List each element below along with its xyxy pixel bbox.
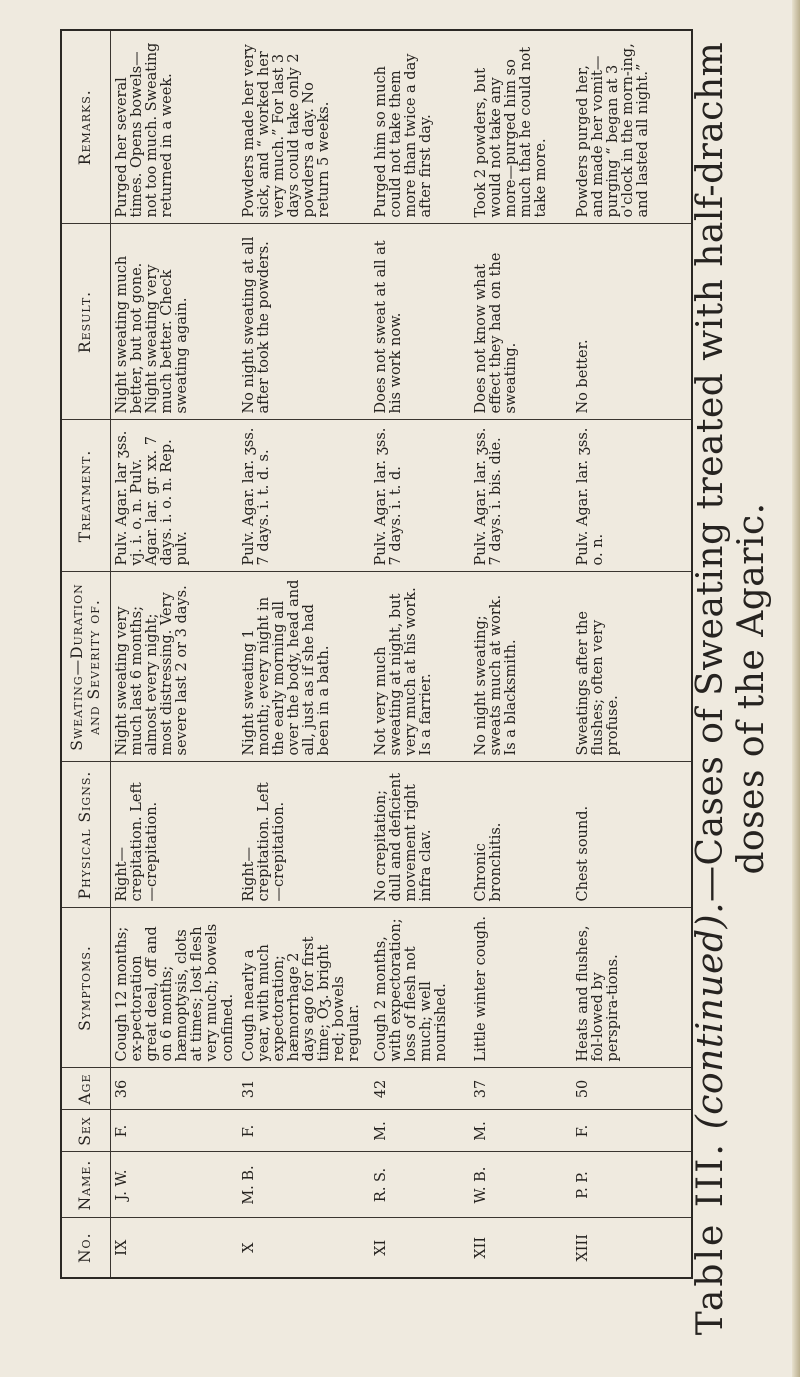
result-cell: Night sweating much better, but not gone. Night sweating very much better. Check sweating again.: [111, 224, 238, 420]
symptoms-cell: Cough 12 months; ex-pectoration great deal, off and on 6 months; hæmoptysis, clots at times; lost flesh very much; bowels confined.: [111, 908, 238, 1068]
table-caption: [690, 0, 772, 1377]
patient-name: R. S.: [370, 1152, 470, 1218]
sweating-cell: Night sweating very much last 6 months; almost every night; most distressing. Very severe last 2 or 3 days.: [111, 572, 238, 762]
physical-signs-cell: Chronic bronchitis.: [470, 762, 572, 908]
caption-continued: (continued).: [690, 901, 731, 1130]
result-cell: No night sweating at all after took the powders.: [238, 224, 370, 420]
cases-table: [60, 29, 693, 1279]
patient-name: M. B.: [238, 1152, 370, 1218]
header-sex: Sex: [61, 1110, 111, 1152]
remarks-cell: Powders purged her, and made her vomit—purging “ began at 3 o'clock in the morn-ing, and lasted all night.”: [572, 30, 692, 224]
symptoms-cell: Cough nearly a year, with much expectoration; hæmorrhage 2 days ago for first time; Oʒ. bright red; bowels regular.: [238, 908, 370, 1068]
table-row: [470, 30, 572, 1278]
patient-name: W. B.: [470, 1152, 572, 1218]
case-number: X: [238, 1218, 370, 1278]
table-row: [370, 30, 470, 1278]
header-no: No.: [61, 1218, 111, 1278]
patient-sex: F.: [572, 1110, 692, 1152]
table-row: [111, 30, 238, 1278]
header-name: Name.: [61, 1152, 111, 1218]
patient-age: 36: [111, 1068, 238, 1110]
case-number: XI: [370, 1218, 470, 1278]
remarks-cell: Purged her several times. Opens bowels—not too much. Sweating returned in a week.: [111, 30, 238, 224]
header-symptoms: Symptoms.: [61, 908, 111, 1068]
symptoms-cell: Cough 2 months, with expectoration; loss of flesh not much; well nourished.: [370, 908, 470, 1068]
result-cell: Does not sweat at all at his work now.: [370, 224, 470, 420]
caption-title: —Cases of Sweating treated with half-drachm doses of the Agaric.: [690, 41, 772, 902]
result-cell: No better.: [572, 224, 692, 420]
sweating-cell: Night sweating 1 month; every night in the early morning all over the body, head and all, just as if she had been in a bath.: [238, 572, 370, 762]
symptoms-cell: Little winter cough.: [470, 908, 572, 1068]
symptoms-cell: Heats and flushes, fol-lowed by perspira-tions.: [572, 908, 692, 1068]
patient-sex: F.: [238, 1110, 370, 1152]
sweating-cell: Not very much sweating at night, but very much at his work. Is a farrier.: [370, 572, 470, 762]
patient-sex: M.: [470, 1110, 572, 1152]
physical-signs-cell: Right—crepitation. Left—crepitation.: [111, 762, 238, 908]
case-number: XII: [470, 1218, 572, 1278]
case-number: XIII: [572, 1218, 692, 1278]
header-physical-signs: Physical Signs.: [61, 762, 111, 908]
remarks-cell: Powders made her very sick, and “ worked her very much.” For last 3 days could take only 2 powders a day. No return 5 weeks.: [238, 30, 370, 224]
physical-signs-cell: No crepitation; dull and deficient movement right infra clav.: [370, 762, 470, 908]
case-number: IX: [111, 1218, 238, 1278]
sweating-cell: Sweatings after the flushes; often very profuse.: [572, 572, 692, 762]
remarks-cell: Took 2 powders, but would not take any more—purged him so much that he could not take more.: [470, 30, 572, 224]
physical-signs-cell: Right—crepitation. Left—crepitation.: [238, 762, 370, 908]
patient-age: 42: [370, 1068, 470, 1110]
remarks-cell: Purged him so much could not take them more than twice a day after first day.: [370, 30, 470, 224]
treatment-cell: Pulv. Agar. lar ʒss. vj. i. o. n. Pulv. Agar. lar. gr. xx. 7 days. i. o. n. Rep. pulv.: [111, 420, 238, 572]
header-age: Age: [61, 1068, 111, 1110]
treatment-cell: Pulv. Agar. lar. ʒss. 7 days. i. t. d. s.: [238, 420, 370, 572]
table-row: [572, 30, 692, 1278]
sweating-cell: No night sweating; sweats much at work. Is a blacksmith.: [470, 572, 572, 762]
patient-name: J. W.: [111, 1152, 238, 1218]
treatment-cell: Pulv. Agar. lar. ʒss. 7 days. i. bis. die.: [470, 420, 572, 572]
result-cell: Does not know what effect they had on the sweating.: [470, 224, 572, 420]
header-result: Result.: [61, 224, 111, 420]
patient-sex: M.: [370, 1110, 470, 1152]
patient-age: 50: [572, 1068, 692, 1110]
header-treatment: Treatment.: [61, 420, 111, 572]
patient-sex: F.: [111, 1110, 238, 1152]
header-row: [61, 30, 111, 1278]
treatment-cell: Pulv. Agar. lar. ʒss. 7 days. i. t. d.: [370, 420, 470, 572]
header-remarks: Remarks.: [61, 30, 111, 224]
physical-signs-cell: Chest sound.: [572, 762, 692, 908]
patient-age: 37: [470, 1068, 572, 1110]
table-row: [238, 30, 370, 1278]
patient-age: 31: [238, 1068, 370, 1110]
caption-lead: Table III.: [690, 1141, 731, 1336]
treatment-cell: Pulv. Agar. lar. ʒss. o. n.: [572, 420, 692, 572]
patient-name: P. P.: [572, 1152, 692, 1218]
header-sweating: Sweating—Duration and Severity of.: [61, 572, 111, 762]
